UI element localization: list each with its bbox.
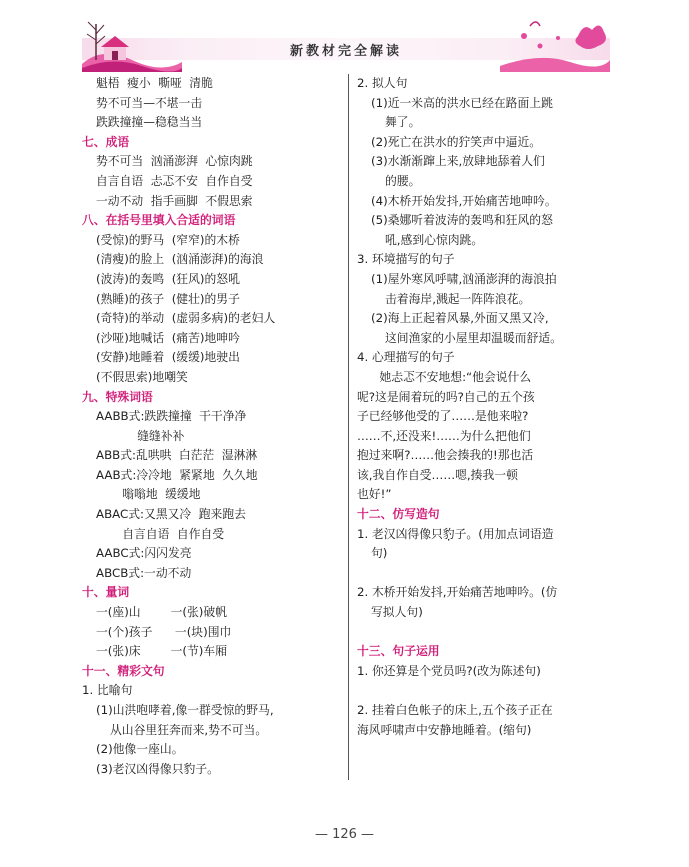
paragraph-line: 也好!” [357, 487, 392, 502]
sentence-line: 这间渔家的小屋里却温暖而舒适。 [385, 330, 562, 345]
sentence-line: 的腰。 [385, 173, 421, 188]
idiom-line: 自言自语 忐忑不安 自作自受 [96, 173, 253, 188]
subheading-psychology: 4. 心理描写的句子 [357, 350, 455, 365]
measure-line: 一(张)床 一(节)车厢 [96, 644, 227, 659]
section-heading-sentence-use: 十三、句子运用 [357, 644, 440, 659]
page-header [82, 16, 610, 74]
pattern-line: AAB式:冷冷地 紧紧地 久久地 [96, 467, 258, 482]
sentence-line: (4)木桥开始发抖,开始痛苦地呻吟。 [371, 193, 557, 208]
pattern-line: 自言自语 自作自受 [96, 526, 225, 541]
sentence-line: (3)老汉凶得像只豹子。 [96, 761, 219, 776]
pattern-line: ABAC式:又黑又冷 跑来跑去 [96, 507, 246, 522]
paragraph-line: 她忐忑不安地想:“他会说什么 [357, 369, 532, 384]
subheading-personification: 2. 拟人句 [357, 76, 408, 90]
fill-line: (波涛)的轰鸣 (狂风)的怒吼 [96, 271, 240, 286]
fill-line: (清瘦)的脸上 (汹涌澎湃)的海浪 [96, 252, 264, 267]
book-title: 新教材完全解读 [289, 44, 402, 59]
paragraph-line: ……不,还没来!……为什么把他们 [357, 428, 531, 443]
left-column [82, 74, 344, 779]
section-heading-special-words: 九、特殊词语 [82, 389, 153, 404]
exercise-line: 1. 你还算是个党员吗?(改为陈述句) [357, 663, 541, 678]
answer-space[interactable] [357, 564, 610, 584]
fill-line: (奇特)的举动 (虚弱多病)的老妇人 [96, 311, 276, 326]
paragraph-line: 子已经够他受的了……是他来啦? [357, 409, 529, 424]
idiom-line: 一动不动 指手画脚 不假思索 [96, 193, 253, 208]
pattern-line: ABB式:乱哄哄 白茫茫 湿淋淋 [96, 448, 258, 463]
right-column [357, 74, 610, 740]
fill-line: (不假思索)地嘲笑 [96, 369, 188, 384]
page-number: — 126 — [314, 827, 375, 842]
fill-line: (沙哑)地喊话 (痛苦)地呻吟 [96, 330, 240, 345]
subheading-environment: 3. 环境描写的句子 [357, 252, 455, 267]
sentence-line: 舞了。 [385, 115, 421, 130]
dotted-word: 豹 [442, 526, 455, 541]
fill-line: (熟睡)的孩子 (健壮)的男子 [96, 291, 240, 306]
fill-line: (受惊)的野马 (窄窄)的木桥 [96, 232, 240, 247]
sentence-line: 吼,感到心惊肉跳。 [385, 232, 484, 247]
sentence-line: (2)海上正起着风暴,外面又黑又冷, [371, 311, 549, 326]
measure-line: 一(个)孩子 一(块)围巾 [96, 624, 232, 639]
section-heading-idioms: 七、成语 [82, 134, 130, 149]
exercise-line: 写拟人句) [371, 605, 423, 620]
sentence-line: (3)水渐渐蹿上来,放肆地舔着人们 [371, 154, 545, 169]
sentence-line: (2)他像一座山。 [96, 742, 184, 757]
sentence-line: (1)山洪咆哮着,像一群受惊的野马, [96, 703, 274, 717]
answer-space[interactable] [357, 681, 610, 701]
word-line: 跌跌撞撞—稳稳当当 [96, 115, 203, 130]
pattern-line: 嗡嗡地 缓缓地 [96, 487, 201, 502]
column-divider [348, 74, 349, 780]
exercise-text: 1. 老汉凶得像只 [357, 526, 443, 541]
exercise-line: 2. 挂着白色帐子的床上,五个孩子正在 [357, 703, 553, 717]
section-heading-sentences: 十一、精彩文句 [82, 663, 165, 678]
pattern-line: AABB式:跌跌撞撞 干干净净 [96, 409, 247, 424]
answer-space[interactable] [357, 623, 610, 643]
exercise-line: 海风呼啸声中安静地睡着。(缩句) [357, 722, 532, 737]
sentence-line: 从山谷里狂奔而来,势不可当。 [110, 722, 268, 737]
sentence-line: (1)近一米高的洪水已经在路面上跳 [371, 95, 553, 110]
exercise-line [357, 525, 610, 545]
sentence-line: (1)屋外寒风呼啸,汹涌澎湃的海浪拍 [371, 271, 557, 286]
subheading-metaphor: 1. 比喻句 [82, 683, 133, 698]
exercise-line: 2. 木桥开始发抖,开始痛苦地呻吟。(仿 [357, 585, 558, 600]
paragraph-line: 呢?这是闹着玩的吗?自己的五个孩 [357, 389, 535, 404]
measure-line: 一(座)山 一(张)破帆 [96, 605, 227, 620]
section-heading-fill-words: 八、在括号里填入合适的词语 [82, 213, 236, 228]
sentence-line: 击着海岸,溅起一阵阵浪花。 [385, 291, 531, 306]
word-line: 势不可当—不堪一击 [96, 95, 203, 110]
idiom-line: 势不可当 汹涌澎湃 心惊肉跳 [96, 154, 253, 169]
exercise-line: 句) [371, 546, 388, 561]
pattern-line: 缝缝补补 [96, 428, 185, 443]
sentence-line: (2)死亡在洪水的狞笑声中逼近。 [371, 134, 542, 149]
section-heading-imitation: 十二、仿写造句 [357, 507, 440, 522]
pattern-line: ABCB式:一动不动 [96, 565, 192, 580]
sentence-line: (5)桑娜听着波涛的轰鸣和狂风的怒 [371, 213, 553, 228]
exercise-text: 子。(用加点词语造 [454, 526, 554, 541]
paragraph-line: 该,我自作自受……嗯,揍我一顿 [357, 467, 518, 482]
section-heading-measure-words: 十、量词 [82, 585, 130, 600]
paragraph-line: 抱过来啊?……他会揍我的!那也活 [357, 448, 534, 463]
fill-line: (安静)地睡着 (缓缓)地驶出 [96, 350, 240, 365]
word-line: 魁梧 瘦小 嘶哑 清脆 [96, 76, 213, 90]
pattern-line: AABC式:闪闪发亮 [96, 546, 192, 561]
